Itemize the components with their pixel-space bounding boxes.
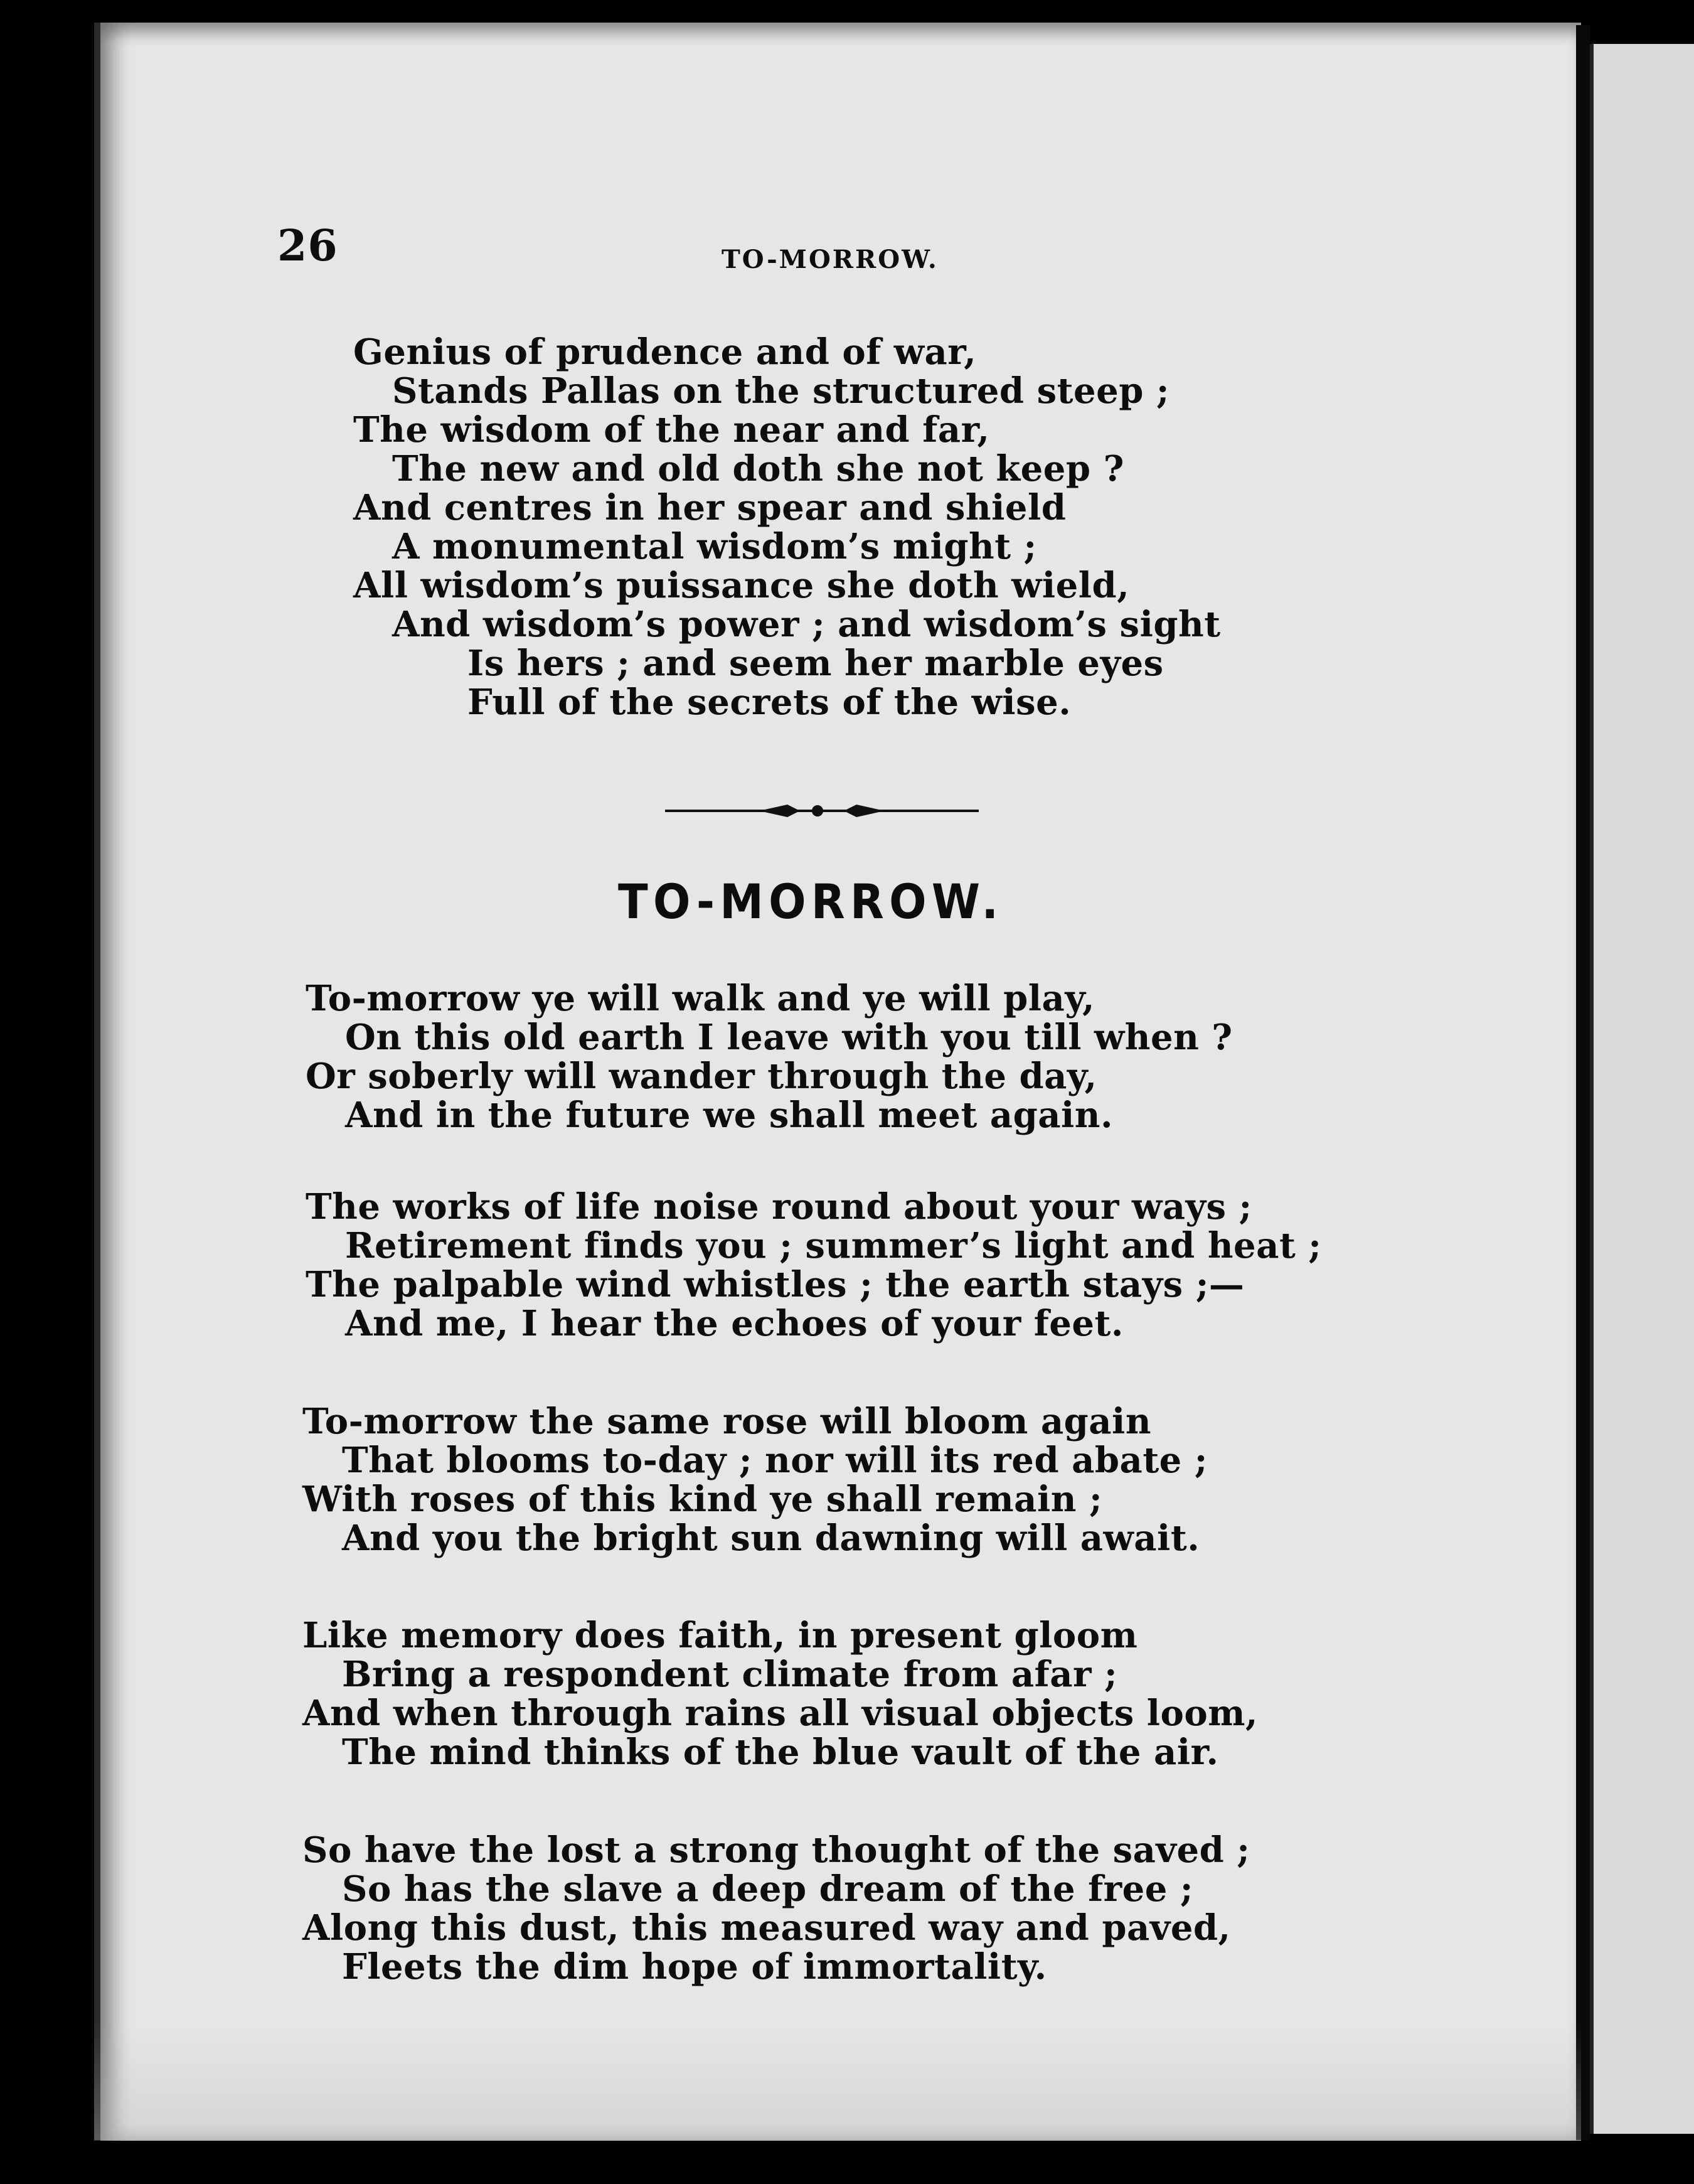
poem-line: Stands Pallas on the structured steep ; [392,370,1170,412]
poem-line: And me, I hear the echoes of your feet. [345,1303,1124,1344]
poem-line: Genius of prudence and of war, [353,331,977,373]
poem-line: And you the bright sun dawning will await. [342,1518,1200,1559]
poem-line: The palpable wind whistles ; the earth stays ;— [306,1264,1245,1305]
facing-page-edge [1590,44,1694,2134]
poem-line: On this old earth I leave with you till when ? [345,1017,1233,1058]
poem-line: The wisdom of the near and far, [353,409,990,451]
poem-line: That blooms to-day ; nor will its red abate ; [342,1440,1208,1481]
poem-line: To-morrow the same rose will bloom again [302,1401,1152,1442]
poem-line: So have the lost a strong thought of the saved ; [302,1829,1250,1871]
poem-line: So has the slave a deep dream of the free ; [342,1868,1194,1910]
poem-line: And wisdom’s power ; and wisdom’s sight [392,604,1221,645]
poem-line: The new and old doth she not keep ? [392,448,1124,490]
poem-line: Like memory does faith, in present gloom [302,1615,1138,1656]
ornamental-rule [665,797,979,822]
poem-line: Fleets the dim hope of immortality. [342,1946,1047,1988]
poem-line: Or soberly will wander through the day, [306,1056,1097,1097]
poem-line: The works of life noise round about your ways ; [306,1186,1252,1228]
poem-line: Along this dust, this measured way and paved, [302,1907,1231,1949]
poem-line: All wisdom’s puissance she doth wield, [353,565,1130,606]
poem-line: The mind thinks of the blue vault of the air. [342,1732,1219,1773]
poem-line: With roses of this kind ye shall remain ; [302,1479,1103,1520]
poem-line: Bring a respondent climate from afar ; [342,1654,1118,1695]
poem-line: Retirement finds you ; summer’s light and heat ; [345,1225,1322,1266]
poem-line: Is hers ; and seem her marble eyes [467,643,1164,684]
running-head: TO-MORROW. [722,245,939,274]
book-gutter [1576,25,1590,2140]
poem-line: Full of the secrets of the wise. [467,682,1072,723]
poem-line: To-morrow ye will walk and ye will play, [306,978,1095,1019]
poem-line: And when through rains all visual objects loom, [302,1693,1258,1734]
page-number: 26 [277,221,338,271]
page-bottom-shadow [94,2021,1581,2140]
poem-title: TO-MORROW. [618,874,1004,929]
poem-line: A monumental wisdom’s might ; [392,526,1037,567]
poem-line: And in the future we shall meet again. [345,1095,1114,1136]
poem-line: And centres in her spear and shield [353,487,1067,528]
